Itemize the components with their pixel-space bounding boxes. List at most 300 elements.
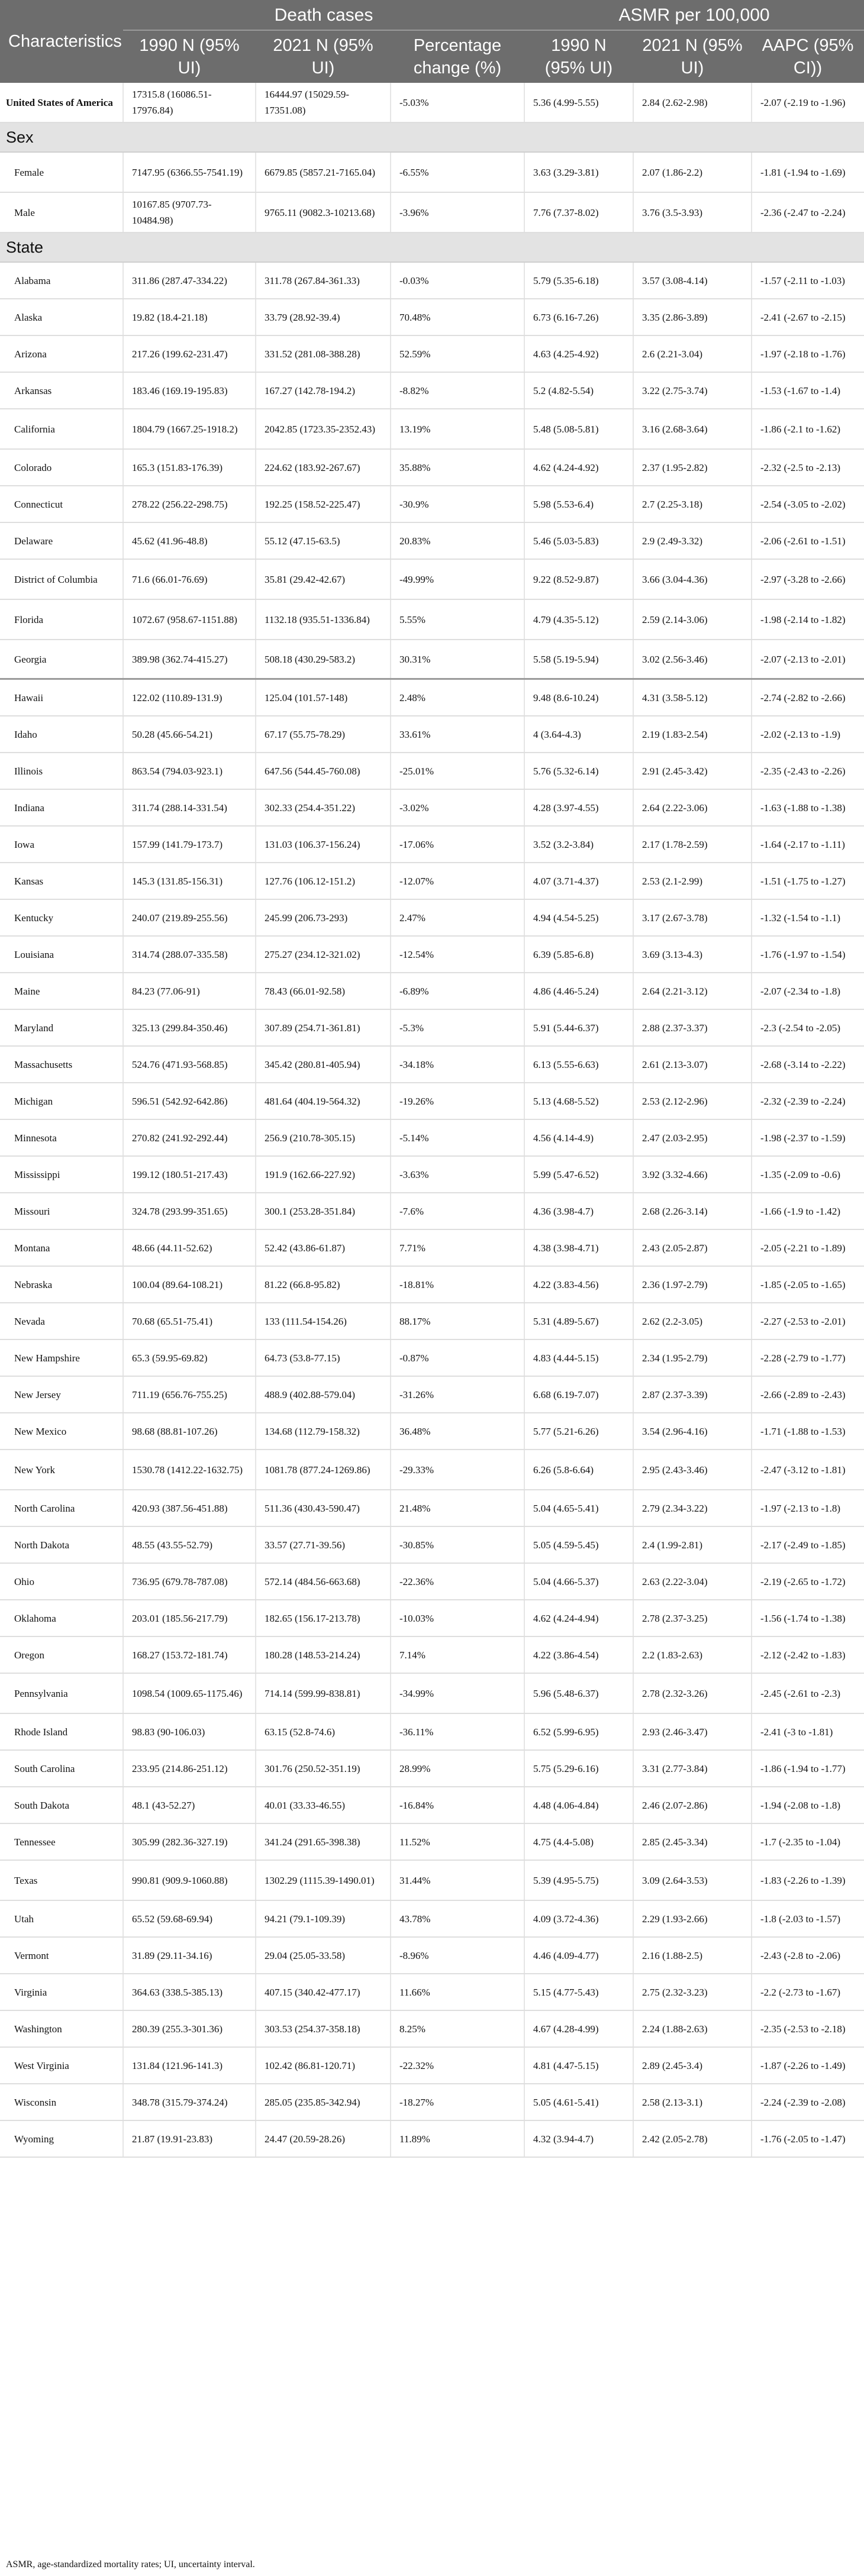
table-cell: 6.13 (5.55-6.63)	[524, 1046, 633, 1083]
table-cell: 4.62 (4.24-4.94)	[524, 1600, 633, 1636]
table-cell: 192.25 (158.52-225.47)	[256, 486, 391, 522]
table-cell: 5.05 (4.61-5.41)	[524, 2084, 633, 2120]
table-cell: 4.28 (3.97-4.55)	[524, 789, 633, 826]
table-row	[0, 2084, 864, 2120]
table-cell: 183.46 (169.19-195.83)	[123, 372, 256, 409]
table-cell: 127.76 (106.12-151.2)	[256, 863, 391, 899]
table-cell: 275.27 (234.12-321.02)	[256, 936, 391, 973]
row-label: New Mexico	[0, 1413, 123, 1450]
table-cell: 3.69 (3.13-4.3)	[633, 936, 752, 973]
table-cell: 5.91 (5.44-6.37)	[524, 1009, 633, 1046]
table-cell: -2.24 (-2.39 to -2.08)	[752, 2084, 864, 2120]
table-cell: 4.31 (3.58-5.12)	[633, 679, 752, 716]
table-cell: 29.04 (25.05-33.58)	[256, 1937, 391, 1974]
table-cell: 122.02 (110.89-131.9)	[123, 679, 256, 716]
row-label: Louisiana	[0, 936, 123, 973]
table-row	[0, 1713, 864, 1750]
table-cell: -2.68 (-3.14 to -2.22)	[752, 1046, 864, 1083]
table-cell: 2.63 (2.22-3.04)	[633, 1563, 752, 1600]
table-row	[0, 1450, 864, 1490]
table-cell: 3.22 (2.75-3.74)	[633, 372, 752, 409]
table-row	[0, 1046, 864, 1083]
table-cell: 300.1 (253.28-351.84)	[256, 1193, 391, 1229]
row-label: Montana	[0, 1229, 123, 1266]
row-label: Kansas	[0, 863, 123, 899]
table-cell: 4.63 (4.25-4.92)	[524, 335, 633, 372]
table-cell: 70.48%	[391, 299, 524, 335]
table-cell: -2.41 (-3 to -1.81)	[752, 1713, 864, 1750]
table-cell: 2.36 (1.97-2.79)	[633, 1266, 752, 1303]
table-cell: 6.73 (6.16-7.26)	[524, 299, 633, 335]
table-cell: 52.59%	[391, 335, 524, 372]
table-cell: 2.75 (2.32-3.23)	[633, 1974, 752, 2010]
table-cell: -36.11%	[391, 1713, 524, 1750]
table-cell: 307.89 (254.71-361.81)	[256, 1009, 391, 1046]
table-cell: 2.87 (2.37-3.39)	[633, 1376, 752, 1413]
table-row	[0, 1860, 864, 1900]
table-cell: 714.14 (599.99-838.81)	[256, 1673, 391, 1713]
table-row	[0, 1376, 864, 1413]
row-label: Massachusetts	[0, 1046, 123, 1083]
table-cell: -7.6%	[391, 1193, 524, 1229]
table-cell: 5.98 (5.53-6.4)	[524, 486, 633, 522]
table-cell: -2.06 (-2.61 to -1.51)	[752, 522, 864, 559]
table-cell: -1.71 (-1.88 to -1.53)	[752, 1413, 864, 1450]
table-cell: 2.24 (1.88-2.63)	[633, 2010, 752, 2047]
table-cell: 311.86 (287.47-334.22)	[123, 262, 256, 299]
table-cell: 7.14%	[391, 1636, 524, 1673]
table-cell: -1.97 (-2.18 to -1.76)	[752, 335, 864, 372]
table-cell: 4.75 (4.4-5.08)	[524, 1823, 633, 1860]
row-label: Minnesota	[0, 1119, 123, 1156]
table-cell: 4.86 (4.46-5.24)	[524, 973, 633, 1009]
table-cell: -29.33%	[391, 1450, 524, 1490]
table-cell: 55.12 (47.15-63.5)	[256, 522, 391, 559]
table-cell: 6679.85 (5857.21-7165.04)	[256, 152, 391, 192]
row-label: Ohio	[0, 1563, 123, 1600]
table-cell: 341.24 (291.65-398.38)	[256, 1823, 391, 1860]
table-cell: -30.9%	[391, 486, 524, 522]
table-cell: -2.3 (-2.54 to -2.05)	[752, 1009, 864, 1046]
row-label: Oregon	[0, 1636, 123, 1673]
table-row	[0, 1673, 864, 1713]
table-cell: 78.43 (66.01-92.58)	[256, 973, 391, 1009]
table-cell: 145.3 (131.85-156.31)	[123, 863, 256, 899]
row-label: Mississippi	[0, 1156, 123, 1193]
table-row	[0, 1563, 864, 1600]
table-cell: 2.4 (1.99-2.81)	[633, 1526, 752, 1563]
table-cell: 2.95 (2.43-3.46)	[633, 1450, 752, 1490]
table-cell: -2.19 (-2.65 to -1.72)	[752, 1563, 864, 1600]
table-cell: 4.83 (4.44-5.15)	[524, 1339, 633, 1376]
table-cell: -25.01%	[391, 753, 524, 789]
section-label: Sex	[0, 122, 864, 152]
table-cell: 3.66 (3.04-4.36)	[633, 559, 752, 599]
table-cell: -1.81 (-1.94 to -1.69)	[752, 152, 864, 192]
table-cell: 270.82 (241.92-292.44)	[123, 1119, 256, 1156]
table-row	[0, 192, 864, 233]
table-cell: 2.07 (1.86-2.2)	[633, 152, 752, 192]
table-cell: 43.78%	[391, 1900, 524, 1937]
table-cell: 389.98 (362.74-415.27)	[123, 640, 256, 679]
table-cell: -6.55%	[391, 152, 524, 192]
table-cell: 217.26 (199.62-231.47)	[123, 335, 256, 372]
table-cell: -1.8 (-2.03 to -1.57)	[752, 1900, 864, 1937]
table-cell: -31.26%	[391, 1376, 524, 1413]
table-row	[0, 522, 864, 559]
row-label: Female	[0, 152, 123, 192]
table-cell: 278.22 (256.22-298.75)	[123, 486, 256, 522]
table-cell: 2.6 (2.21-3.04)	[633, 335, 752, 372]
row-label: Maine	[0, 973, 123, 1009]
table-cell: 5.96 (5.48-6.37)	[524, 1673, 633, 1713]
table-cell: 2.64 (2.21-3.12)	[633, 973, 752, 1009]
table-cell: 4 (3.64-4.3)	[524, 716, 633, 753]
table-cell: 2.85 (2.45-3.34)	[633, 1823, 752, 1860]
table-cell: 65.52 (59.68-69.94)	[123, 1900, 256, 1937]
table-cell: 134.68 (112.79-158.32)	[256, 1413, 391, 1450]
table-cell: 2.93 (2.46-3.47)	[633, 1713, 752, 1750]
row-label: New Hampshire	[0, 1339, 123, 1376]
table-cell: 71.6 (66.01-76.69)	[123, 559, 256, 599]
table-cell: 5.04 (4.66-5.37)	[524, 1563, 633, 1600]
table-cell: 711.19 (656.76-755.25)	[123, 1376, 256, 1413]
table-row	[0, 299, 864, 335]
table-cell: 2.47%	[391, 899, 524, 936]
table-cell: -1.51 (-1.75 to -1.27)	[752, 863, 864, 899]
table-row	[0, 679, 864, 716]
row-label: Oklahoma	[0, 1600, 123, 1636]
table-cell: 2.89 (2.45-3.4)	[633, 2047, 752, 2084]
table-row	[0, 1823, 864, 1860]
row-label: North Carolina	[0, 1490, 123, 1526]
table-cell: -1.35 (-2.09 to -0.6)	[752, 1156, 864, 1193]
table-cell: -2.07 (-2.34 to -1.8)	[752, 973, 864, 1009]
table-cell: -1.98 (-2.37 to -1.59)	[752, 1119, 864, 1156]
col-header: 1990 N (95% UI)	[524, 30, 633, 83]
table-cell: 2.91 (2.45-3.42)	[633, 753, 752, 789]
row-label: Michigan	[0, 1083, 123, 1119]
table-cell: -3.02%	[391, 789, 524, 826]
table-cell: 302.33 (254.4-351.22)	[256, 789, 391, 826]
table-cell: 7.76 (7.37-8.02)	[524, 192, 633, 233]
table-cell: -2.54 (-3.05 to -2.02)	[752, 486, 864, 522]
section-row	[0, 122, 864, 152]
table-cell: -2.07 (-2.13 to -2.01)	[752, 640, 864, 679]
table-cell: 102.42 (86.81-120.71)	[256, 2047, 391, 2084]
table-cell: -18.27%	[391, 2084, 524, 2120]
table-cell: -2.32 (-2.5 to -2.13)	[752, 449, 864, 486]
table-cell: 45.62 (41.96-48.8)	[123, 522, 256, 559]
table-cell: -1.7 (-2.35 to -1.04)	[752, 1823, 864, 1860]
table-cell: 20.83%	[391, 522, 524, 559]
table-cell: -8.82%	[391, 372, 524, 409]
table-cell: 2.47 (2.03-2.95)	[633, 1119, 752, 1156]
table-cell: 2.46 (2.07-2.86)	[633, 1787, 752, 1823]
table-row	[0, 559, 864, 599]
table-cell: -1.76 (-1.97 to -1.54)	[752, 936, 864, 973]
table-cell: -2.02 (-2.13 to -1.9)	[752, 716, 864, 753]
table-cell: -2.66 (-2.89 to -2.43)	[752, 1376, 864, 1413]
table-cell: 224.62 (183.92-267.67)	[256, 449, 391, 486]
table-cell: -5.3%	[391, 1009, 524, 1046]
table-row	[0, 640, 864, 679]
table-cell: 2.7 (2.25-3.18)	[633, 486, 752, 522]
table-row	[0, 409, 864, 449]
table-row	[0, 1303, 864, 1339]
row-label: New York	[0, 1450, 123, 1490]
table-cell: 5.15 (4.77-5.43)	[524, 1974, 633, 2010]
row-label: Indiana	[0, 789, 123, 826]
table-row	[0, 1636, 864, 1673]
table-cell: -6.89%	[391, 973, 524, 1009]
table-row	[0, 152, 864, 192]
table-cell: 6.39 (5.85-6.8)	[524, 936, 633, 973]
table-footnote: ASMR, age-standardized mortality rates; UI, uncertainty interval.	[6, 2559, 255, 2569]
table-cell: 420.93 (387.56-451.88)	[123, 1490, 256, 1526]
table-cell: -22.36%	[391, 1563, 524, 1600]
table-cell: 331.52 (281.08-388.28)	[256, 335, 391, 372]
table-cell: 11.52%	[391, 1823, 524, 1860]
table-cell: 33.61%	[391, 716, 524, 753]
table-cell: 3.57 (3.08-4.14)	[633, 262, 752, 299]
row-label: Florida	[0, 599, 123, 640]
table-cell: 2.43 (2.05-2.87)	[633, 1229, 752, 1266]
table-cell: 33.57 (27.71-39.56)	[256, 1526, 391, 1563]
table-cell: 31.89 (29.11-34.16)	[123, 1937, 256, 1974]
table-cell: -2.17 (-2.49 to -1.85)	[752, 1526, 864, 1563]
table-cell: -1.53 (-1.67 to -1.4)	[752, 372, 864, 409]
table-cell: 168.27 (153.72-181.74)	[123, 1636, 256, 1673]
table-cell: -2.35 (-2.43 to -2.26)	[752, 753, 864, 789]
table-cell: -1.86 (-2.1 to -1.62)	[752, 409, 864, 449]
table-row	[0, 1490, 864, 1526]
col-header-characteristics: Characteristics	[0, 0, 123, 83]
table-cell: -1.97 (-2.13 to -1.8)	[752, 1490, 864, 1526]
table-cell: 2.29 (1.93-2.66)	[633, 1900, 752, 1937]
row-label: Vermont	[0, 1937, 123, 1974]
table-cell: -1.83 (-2.26 to -1.39)	[752, 1860, 864, 1900]
table-cell: 3.92 (3.32-4.66)	[633, 1156, 752, 1193]
table-cell: -1.94 (-2.08 to -1.8)	[752, 1787, 864, 1823]
table-cell: -2.07 (-2.19 to -1.96)	[752, 83, 864, 122]
table-row	[0, 1600, 864, 1636]
table-cell: 203.01 (185.56-217.79)	[123, 1600, 256, 1636]
table-cell: 3.09 (2.64-3.53)	[633, 1860, 752, 1900]
row-label: North Dakota	[0, 1526, 123, 1563]
table-row	[0, 753, 864, 789]
table-row	[0, 936, 864, 973]
table-cell: 348.78 (315.79-374.24)	[123, 2084, 256, 2120]
table-cell: -1.64 (-2.17 to -1.11)	[752, 826, 864, 863]
table-cell: 4.81 (4.47-5.15)	[524, 2047, 633, 2084]
table-cell: 11.89%	[391, 2120, 524, 2157]
table-cell: 48.55 (43.55-52.79)	[123, 1526, 256, 1563]
table-cell: 3.52 (3.2-3.84)	[524, 826, 633, 863]
table-cell: 199.12 (180.51-217.43)	[123, 1156, 256, 1193]
table-cell: 6.52 (5.99-6.95)	[524, 1713, 633, 1750]
table-cell: 98.68 (88.81-107.26)	[123, 1413, 256, 1450]
table-cell: 481.64 (404.19-564.32)	[256, 1083, 391, 1119]
table-cell: 311.78 (267.84-361.33)	[256, 262, 391, 299]
table-cell: -3.63%	[391, 1156, 524, 1193]
table-cell: 35.81 (29.42-42.67)	[256, 559, 391, 599]
table-cell: 5.55%	[391, 599, 524, 640]
row-label: Male	[0, 192, 123, 233]
col-header: 2021 N (95% UI)	[256, 30, 391, 83]
table-cell: 3.63 (3.29-3.81)	[524, 152, 633, 192]
table-cell: 19.82 (18.4-21.18)	[123, 299, 256, 335]
table-cell: 5.36 (4.99-5.55)	[524, 83, 633, 122]
table-cell: 863.54 (794.03-923.1)	[123, 753, 256, 789]
table-cell: 324.78 (293.99-351.65)	[123, 1193, 256, 1229]
table-cell: 524.76 (471.93-568.85)	[123, 1046, 256, 1083]
row-label: Rhode Island	[0, 1713, 123, 1750]
group-header-asmr: ASMR per 100,000	[524, 0, 864, 30]
table-cell: 5.2 (4.82-5.54)	[524, 372, 633, 409]
row-label: Alabama	[0, 262, 123, 299]
table-row	[0, 1526, 864, 1563]
row-label: West Virginia	[0, 2047, 123, 2084]
row-label: Wyoming	[0, 2120, 123, 2157]
table-cell: -1.86 (-1.94 to -1.77)	[752, 1750, 864, 1787]
table-cell: 2.64 (2.22-3.06)	[633, 789, 752, 826]
table-row	[0, 826, 864, 863]
table-cell: 70.68 (65.51-75.41)	[123, 1303, 256, 1339]
table-row	[0, 83, 864, 122]
row-label: Texas	[0, 1860, 123, 1900]
table-cell: 30.31%	[391, 640, 524, 679]
row-label: South Dakota	[0, 1787, 123, 1823]
col-header: 2021 N (95% UI)	[633, 30, 752, 83]
table-cell: -0.03%	[391, 262, 524, 299]
col-header: Percentage change (%)	[391, 30, 524, 83]
table-cell: 3.16 (2.68-3.64)	[633, 409, 752, 449]
table-cell: 647.56 (544.45-760.08)	[256, 753, 391, 789]
table-cell: 33.79 (28.92-39.4)	[256, 299, 391, 335]
table-cell: -1.85 (-2.05 to -1.65)	[752, 1266, 864, 1303]
table-cell: 165.3 (151.83-176.39)	[123, 449, 256, 486]
table-cell: -2.43 (-2.8 to -2.06)	[752, 1937, 864, 1974]
table-cell: -1.57 (-2.11 to -1.03)	[752, 262, 864, 299]
row-label: Arkansas	[0, 372, 123, 409]
table-cell: 6.26 (5.8-6.64)	[524, 1450, 633, 1490]
table-cell: 24.47 (20.59-28.26)	[256, 2120, 391, 2157]
table-cell: 4.48 (4.06-4.84)	[524, 1787, 633, 1823]
table-cell: 303.53 (254.37-358.18)	[256, 2010, 391, 2047]
table-cell: 3.17 (2.67-3.78)	[633, 899, 752, 936]
table-cell: 305.99 (282.36-327.19)	[123, 1823, 256, 1860]
table-cell: 1072.67 (958.67-1151.88)	[123, 599, 256, 640]
table-cell: -1.63 (-1.88 to -1.38)	[752, 789, 864, 826]
table-cell: 5.75 (5.29-6.16)	[524, 1750, 633, 1787]
table-cell: 131.03 (106.37-156.24)	[256, 826, 391, 863]
table-cell: -1.98 (-2.14 to -1.82)	[752, 599, 864, 640]
table-cell: 31.44%	[391, 1860, 524, 1900]
table-cell: 4.07 (3.71-4.37)	[524, 863, 633, 899]
table-cell: 100.04 (89.64-108.21)	[123, 1266, 256, 1303]
table-cell: 7.71%	[391, 1229, 524, 1266]
col-header: AAPC (95% CI))	[752, 30, 864, 83]
table-cell: 98.83 (90-106.03)	[123, 1713, 256, 1750]
table-cell: -34.99%	[391, 1673, 524, 1713]
table-cell: 2.59 (2.14-3.06)	[633, 599, 752, 640]
table-cell: 240.07 (219.89-255.56)	[123, 899, 256, 936]
table-cell: 2.2 (1.83-2.63)	[633, 1636, 752, 1673]
table-cell: 1530.78 (1412.22-1632.75)	[123, 1450, 256, 1490]
table-cell: 1804.79 (1667.25-1918.2)	[123, 409, 256, 449]
table-cell: 3.35 (2.86-3.89)	[633, 299, 752, 335]
table-cell: 2.53 (2.12-2.96)	[633, 1083, 752, 1119]
table-cell: 1302.29 (1115.39-1490.01)	[256, 1860, 391, 1900]
table-cell: -2.2 (-2.73 to -1.67)	[752, 1974, 864, 2010]
table-cell: 3.54 (2.96-4.16)	[633, 1413, 752, 1450]
table-cell: -19.26%	[391, 1083, 524, 1119]
table-cell: 48.1 (43-52.27)	[123, 1787, 256, 1823]
table-cell: 407.15 (340.42-477.17)	[256, 1974, 391, 2010]
row-label: Washington	[0, 2010, 123, 2047]
table-row	[0, 1974, 864, 2010]
table-cell: 21.48%	[391, 1490, 524, 1526]
table-cell: 285.05 (235.85-342.94)	[256, 2084, 391, 2120]
table-cell: 65.3 (59.95-69.82)	[123, 1339, 256, 1376]
row-label: Idaho	[0, 716, 123, 753]
table-cell: -2.28 (-2.79 to -1.77)	[752, 1339, 864, 1376]
table-cell: -5.14%	[391, 1119, 524, 1156]
table-cell: 2.78 (2.37-3.25)	[633, 1600, 752, 1636]
table-cell: 4.09 (3.72-4.36)	[524, 1900, 633, 1937]
table-cell: 28.99%	[391, 1750, 524, 1787]
table-cell: 2.88 (2.37-3.37)	[633, 1009, 752, 1046]
table-cell: 4.67 (4.28-4.99)	[524, 2010, 633, 2047]
table-cell: 6.68 (6.19-7.07)	[524, 1376, 633, 1413]
row-label: Missouri	[0, 1193, 123, 1229]
table-row	[0, 1266, 864, 1303]
table-cell: 2042.85 (1723.35-2352.43)	[256, 409, 391, 449]
table-row	[0, 2010, 864, 2047]
row-label: Wisconsin	[0, 2084, 123, 2120]
table-cell: 2.19 (1.83-2.54)	[633, 716, 752, 753]
table-cell: 345.42 (280.81-405.94)	[256, 1046, 391, 1083]
table-cell: 511.36 (430.43-590.47)	[256, 1490, 391, 1526]
row-label: Connecticut	[0, 486, 123, 522]
table-cell: 4.79 (4.35-5.12)	[524, 599, 633, 640]
table-cell: 64.73 (53.8-77.15)	[256, 1339, 391, 1376]
table-row	[0, 486, 864, 522]
group-header-death-cases: Death cases	[123, 0, 524, 30]
table-cell: 245.99 (206.73-293)	[256, 899, 391, 936]
table-cell: 11.66%	[391, 1974, 524, 2010]
table-cell: -1.76 (-2.05 to -1.47)	[752, 2120, 864, 2157]
table-cell: 3.76 (3.5-3.93)	[633, 192, 752, 233]
table-cell: -10.03%	[391, 1600, 524, 1636]
row-label: Arizona	[0, 335, 123, 372]
table-cell: 2.16 (1.88-2.5)	[633, 1937, 752, 1974]
table-cell: 40.01 (33.33-46.55)	[256, 1787, 391, 1823]
table-cell: 5.46 (5.03-5.83)	[524, 522, 633, 559]
table-row	[0, 1009, 864, 1046]
row-label: Tennessee	[0, 1823, 123, 1860]
table-cell: 4.94 (4.54-5.25)	[524, 899, 633, 936]
table-cell: -17.06%	[391, 826, 524, 863]
table-cell: 2.58 (2.13-3.1)	[633, 2084, 752, 2120]
table-row	[0, 1750, 864, 1787]
table-cell: 2.78 (2.32-3.26)	[633, 1673, 752, 1713]
row-label: Delaware	[0, 522, 123, 559]
table-cell: 5.99 (5.47-6.52)	[524, 1156, 633, 1193]
table-cell: 2.37 (1.95-2.82)	[633, 449, 752, 486]
table-cell: 4.22 (3.86-4.54)	[524, 1636, 633, 1673]
